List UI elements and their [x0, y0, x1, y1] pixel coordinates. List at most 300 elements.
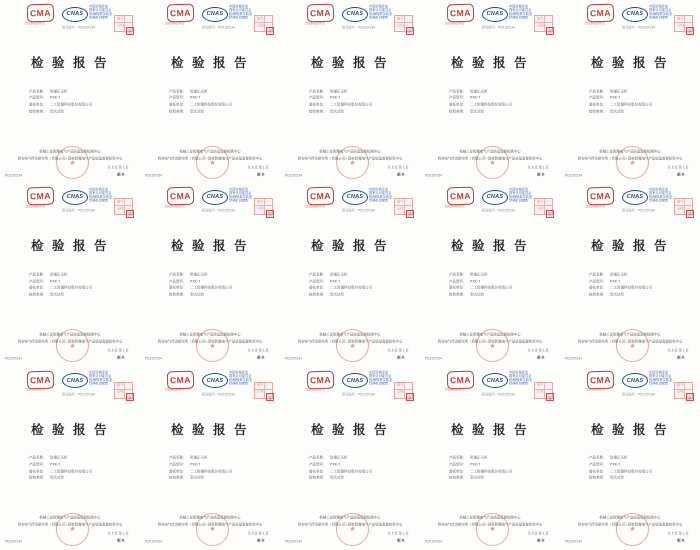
issuing-center-line2: 西安电气传动研究所（有限公司）·国家防爆电气产品质量监督检验中心 [577, 156, 683, 160]
cnas-logo-icon [202, 190, 228, 205]
copy-note: 副 本 [397, 355, 405, 360]
field-value: 防爆正压柜 [470, 456, 488, 460]
issuing-center-line1: 机械工业防爆电气产品质量监督检测中心 [319, 516, 381, 520]
red-seal-char: 章 [268, 213, 272, 217]
report-number: 报告编号：PD2107234 [202, 392, 235, 397]
report-cover-tile [140, 367, 280, 550]
field-value: 型式试验 [50, 476, 64, 480]
red-seal-mark-icon [686, 210, 694, 218]
field-label: 产品型号： [29, 462, 47, 467]
stamp-cell-label: 编号 [676, 199, 683, 204]
cnas-caption-line: 中国合格评定 [648, 187, 668, 192]
report-title: 检 验 报 告 [171, 56, 249, 70]
cnas-caption-line: 中国合格评定 [368, 371, 388, 375]
page-count-note: 共 5 页 第 1 页 [248, 348, 269, 353]
red-seal-char: 章 [128, 29, 132, 33]
seal-star-icon: ★ [69, 342, 76, 350]
cnas-caption-line: CNAS L0855 [368, 382, 388, 386]
field-value: 防爆正压柜 [470, 89, 488, 93]
field-value: 型式试验 [610, 109, 624, 114]
cma-logo-text: CMA [169, 374, 192, 386]
cnas-logo-icon [62, 7, 88, 22]
field-value: 型式试验 [190, 292, 204, 297]
field-label: 检验类别： [29, 109, 47, 114]
cnas-logo-icon [62, 373, 88, 388]
field-value: 型式试验 [190, 476, 204, 480]
field-label: 产品型号： [29, 96, 47, 100]
cnas-caption-line: CNAS L0855 [228, 15, 248, 20]
seal-star-icon: ★ [629, 526, 636, 534]
field-test-category [589, 475, 624, 480]
field-product-model [589, 95, 620, 100]
cma-accreditation-number: 2016002547Z [445, 21, 465, 25]
cnas-caption-line: 中国合格评定 [368, 187, 388, 192]
issuing-center-line1: 机械工业防爆电气产品质量监督检测中心 [459, 516, 521, 520]
red-seal-mark-icon [266, 393, 274, 401]
cma-logo-text: CMA [309, 190, 332, 202]
field-product-name [589, 89, 628, 94]
report-cover-tile [0, 0, 140, 183]
cnas-caption-line: CNAS L0855 [228, 382, 248, 386]
cma-accreditation-number: 2016002547Z [165, 388, 185, 392]
cnas-caption-line: 国家认可委员会 [368, 8, 391, 12]
footer-code: PD2107234 [5, 540, 22, 544]
cnas-caption [89, 188, 112, 203]
field-value: 防爆正压柜 [330, 456, 348, 460]
field-client-company [29, 102, 92, 107]
footer-code: PD2107234 [285, 173, 302, 177]
field-client-company [169, 102, 232, 107]
cnas-logo-text: CNAS [486, 377, 504, 384]
field-label: 产品型号： [589, 462, 607, 467]
field-product-model [589, 279, 620, 284]
seal-star-icon: ★ [489, 159, 496, 167]
field-value: 防爆正压柜 [330, 272, 348, 277]
field-product-model [589, 462, 620, 467]
footer-code: PD2107234 [565, 173, 582, 177]
cnas-caption [509, 188, 532, 203]
cnas-caption-line: 国家认可委员会 [88, 191, 111, 196]
field-test-category [309, 475, 344, 480]
cma-accreditation-number: 2016002547Z [165, 204, 185, 209]
cnas-caption-line: 中国合格评定 [228, 371, 248, 375]
field-value: PXK-T [190, 279, 201, 284]
issuing-center-line1: 机械工业防爆电气产品质量监督检测中心 [319, 332, 381, 337]
field-label: 检验类别： [29, 476, 47, 480]
footer-code: PD2107234 [425, 356, 442, 361]
stamp-cell-label: 日期 [396, 23, 403, 27]
field-client-company [169, 469, 232, 474]
cnas-caption [369, 5, 392, 20]
page-count-note: 共 5 页 第 1 页 [388, 532, 409, 536]
red-seal-char: 章 [128, 396, 132, 400]
field-label: 检验类别： [449, 292, 467, 297]
field-label: 产品型号： [309, 462, 327, 467]
field-product-name [29, 455, 68, 460]
field-label: 产品型号： [309, 96, 327, 100]
cnas-logo-icon [622, 373, 648, 388]
field-value: 二工防爆科技股份有限公司 [470, 469, 512, 474]
field-value: 防爆正压柜 [50, 89, 68, 93]
field-test-category [449, 109, 484, 114]
field-client-company [449, 102, 512, 107]
footer-code: PD2107234 [565, 356, 582, 361]
cma-logo-icon [27, 187, 55, 206]
red-seal-char: 章 [408, 396, 412, 400]
report-title: 检 验 报 告 [451, 56, 529, 70]
cnas-caption-line: CNAS L0855 [368, 198, 388, 203]
cnas-caption [229, 188, 252, 203]
cnas-logo-icon [202, 7, 228, 22]
field-label: 产品型号： [169, 462, 187, 467]
page-count-note: 共 5 页 第 1 页 [668, 532, 689, 536]
red-seal-mark-icon [126, 27, 134, 35]
field-product-name [309, 455, 348, 460]
cma-logo-text: CMA [169, 190, 192, 202]
cma-logo-icon [587, 187, 615, 206]
field-label: 检验类别： [589, 292, 607, 297]
stamp-cell-label: 编号 [256, 383, 263, 387]
cnas-caption-line: 中国合格评定 [88, 4, 108, 8]
field-product-name [169, 272, 208, 277]
field-label: 检验类别： [169, 292, 187, 297]
cma-logo-text: CMA [309, 374, 332, 386]
field-product-model [29, 279, 60, 284]
copy-note: 副 本 [117, 172, 125, 176]
field-client-company [309, 469, 372, 474]
field-label: 委托单位： [169, 469, 187, 474]
field-value: 二工防爆科技股份有限公司 [330, 286, 372, 290]
cnas-caption-line: 中国合格评定 [648, 4, 668, 8]
report-title: 检 验 报 告 [311, 422, 389, 437]
field-value: 二工防爆科技股份有限公司 [330, 469, 372, 474]
field-label: 产品名称： [449, 89, 467, 93]
report-title: 检 验 报 告 [171, 422, 249, 437]
official-round-seal-icon [196, 513, 229, 546]
field-value: 型式试验 [50, 292, 64, 297]
field-value: 二工防爆科技股份有限公司 [330, 102, 372, 107]
field-value: PXK-T [610, 96, 621, 100]
field-label: 产品名称： [589, 89, 607, 93]
issuing-center-line1: 机械工业防爆电气产品质量监督检测中心 [39, 516, 101, 520]
field-client-company [29, 285, 92, 290]
field-label: 产品名称： [169, 456, 187, 460]
red-seal-char: 章 [548, 29, 552, 33]
field-test-category [309, 109, 344, 114]
cnas-logo-icon [202, 373, 228, 388]
field-label: 检验类别： [309, 109, 327, 114]
field-label: 产品型号： [29, 279, 47, 284]
copy-note: 副 本 [397, 539, 405, 543]
cnas-caption-line: 检测/校准实验室 [508, 378, 532, 383]
report-number: 报告编号：PD2107234 [622, 209, 655, 213]
issuing-center-line2: 西安电气传动研究所（有限公司）·国家防爆电气产品质量监督检验中心 [17, 156, 123, 160]
field-test-category [169, 109, 204, 114]
field-client-company [29, 469, 92, 474]
field-value: PXK-T [50, 462, 61, 467]
cnas-caption-line: 检测/校准实验室 [228, 195, 252, 199]
cnas-caption-line: 检测/校准实验室 [368, 378, 392, 383]
cnas-logo-text: CNAS [346, 11, 364, 17]
report-cover-tile [420, 183, 560, 366]
stamp-cell-label: 编号 [536, 383, 543, 387]
field-product-model [309, 279, 340, 284]
field-label: 产品名称： [589, 456, 607, 460]
field-test-category [29, 109, 64, 114]
official-round-seal-icon [336, 513, 369, 546]
cnas-caption-line: 检测/校准实验室 [228, 378, 252, 383]
field-label: 委托单位： [29, 469, 47, 474]
cnas-caption-line: 国家认可委员会 [368, 191, 391, 196]
cnas-logo-icon [482, 190, 508, 205]
field-value: 防爆正压柜 [610, 456, 628, 460]
cnas-logo-text: CNAS [206, 11, 224, 17]
cnas-logo-text: CNAS [66, 194, 84, 201]
field-value: PXK-T [50, 96, 61, 100]
copy-note: 副 本 [537, 172, 545, 176]
field-product-name [29, 272, 68, 277]
field-product-name [169, 455, 208, 460]
cma-logo-text: CMA [169, 7, 192, 19]
field-product-name [309, 272, 348, 277]
copy-note: 副 本 [117, 355, 125, 360]
field-label: 检验类别： [309, 476, 327, 480]
issuing-center-line1: 机械工业防爆电气产品质量监督检测中心 [459, 149, 521, 153]
cma-accreditation-number: 2016002547Z [445, 204, 465, 209]
page-count-note: 共 5 页 第 1 页 [108, 348, 129, 353]
cnas-caption-line: CNAS L0855 [508, 15, 528, 20]
copy-note: 副 本 [537, 355, 545, 360]
field-value: PXK-T [50, 279, 61, 284]
seal-star-icon: ★ [629, 342, 636, 350]
report-number: 报告编号：PD2107234 [482, 26, 515, 30]
cma-logo-text: CMA [449, 190, 472, 202]
field-test-category [589, 292, 624, 297]
stamp-cell-label: 日期 [536, 390, 543, 394]
stamp-cell-label: 编号 [536, 199, 543, 204]
cnas-logo-text: CNAS [346, 194, 364, 201]
cnas-caption-line: 国家认可委员会 [88, 374, 111, 379]
cnas-logo-text: CNAS [486, 194, 504, 201]
field-value: PXK-T [470, 462, 481, 467]
official-round-seal-icon [476, 513, 509, 546]
issuing-center-line2: 西安电气传动研究所（有限公司）·国家防爆电气产品质量监督检验中心 [17, 339, 123, 344]
cma-logo-icon [167, 370, 195, 389]
field-label: 产品型号： [169, 96, 187, 100]
field-value: PXK-T [470, 96, 481, 100]
field-label: 产品名称： [29, 272, 47, 277]
official-round-seal-icon [476, 329, 509, 362]
stamp-cell-label: 编号 [396, 16, 403, 20]
official-round-seal-icon [476, 146, 509, 179]
field-label: 产品名称： [449, 272, 467, 277]
cnas-caption-line: CNAS L0855 [228, 198, 248, 203]
field-label: 委托单位： [309, 286, 327, 290]
cma-logo-icon [307, 370, 335, 389]
field-label: 委托单位： [29, 102, 47, 107]
report-number: 报告编号：PD2107234 [342, 209, 375, 213]
page-count-note: 共 5 页 第 1 页 [528, 532, 549, 536]
stamp-cell-label: 日期 [536, 206, 543, 211]
seal-star-icon: ★ [489, 526, 496, 534]
cnas-caption-line: 国家认可委员会 [648, 191, 671, 196]
field-value: 防爆正压柜 [190, 456, 208, 460]
field-product-name [449, 89, 488, 94]
field-product-name [309, 89, 348, 94]
field-label: 产品名称： [449, 456, 467, 460]
red-seal-char: 章 [688, 396, 692, 400]
field-label: 委托单位： [449, 469, 467, 474]
field-value: 防爆正压柜 [190, 272, 208, 277]
report-title: 检 验 报 告 [31, 422, 109, 437]
cnas-caption-line: 检测/校准实验室 [648, 378, 672, 383]
field-client-company [169, 285, 232, 290]
cnas-caption-line: 检测/校准实验室 [368, 195, 392, 199]
cnas-caption-line: CNAS L0855 [648, 382, 668, 386]
field-label: 产品型号： [589, 96, 607, 100]
field-label: 委托单位： [309, 102, 327, 107]
field-product-model [169, 95, 200, 100]
seal-star-icon: ★ [69, 526, 76, 534]
field-value: 防爆正压柜 [50, 272, 68, 277]
red-seal-mark-icon [406, 210, 414, 218]
field-test-category [309, 292, 344, 297]
stamp-cell-label: 编号 [536, 16, 543, 20]
report-title: 检 验 报 告 [591, 422, 669, 437]
copy-note: 副 本 [397, 172, 405, 176]
cnas-caption [89, 5, 112, 20]
field-value: 防爆正压柜 [190, 89, 208, 93]
red-seal-char: 章 [128, 213, 132, 217]
field-label: 检验类别： [589, 109, 607, 114]
stamp-cell-label: 日期 [116, 206, 123, 211]
field-label: 检验类别： [169, 476, 187, 480]
stamp-cell-label: 日期 [256, 390, 263, 394]
field-label: 委托单位： [589, 286, 607, 290]
seal-star-icon: ★ [629, 159, 636, 167]
stamp-cell-label: 编号 [256, 199, 263, 204]
cnas-caption-line: 检测/校准实验室 [648, 195, 672, 199]
cnas-logo-icon [62, 190, 88, 205]
field-value: 二工防爆科技股份有限公司 [50, 102, 92, 107]
cma-logo-icon [447, 187, 475, 206]
report-number: 报告编号：PD2107234 [62, 392, 95, 397]
official-round-seal-icon [56, 329, 89, 362]
cnas-caption [509, 5, 532, 20]
cma-logo-text: CMA [29, 7, 52, 19]
cma-logo-icon [447, 370, 475, 389]
field-label: 产品型号： [309, 279, 327, 284]
page-count-note: 共 5 页 第 1 页 [668, 165, 689, 169]
field-product-model [309, 462, 340, 467]
report-number: 报告编号：PD2107234 [482, 209, 515, 213]
cnas-caption-line: 检测/校准实验室 [508, 195, 532, 199]
field-label: 产品名称： [309, 272, 327, 277]
official-round-seal-icon [336, 146, 369, 179]
red-seal-mark-icon [686, 393, 694, 401]
official-round-seal-icon [616, 146, 649, 179]
cnas-caption-line: CNAS L0855 [648, 198, 668, 203]
report-cover-tile [560, 367, 700, 550]
stamp-cell-label: 编号 [116, 16, 123, 20]
report-number: 报告编号：PD2107234 [62, 209, 95, 213]
field-label: 委托单位： [589, 469, 607, 474]
field-value: 防爆正压柜 [470, 272, 488, 277]
cnas-logo-text: CNAS [626, 194, 644, 201]
cma-logo-text: CMA [589, 7, 612, 19]
field-value: 防爆正压柜 [50, 456, 68, 460]
issuing-center-line2: 西安电气传动研究所（有限公司）·国家防爆电气产品质量监督检验中心 [577, 339, 683, 344]
seal-star-icon: ★ [349, 342, 356, 350]
cnas-caption [649, 5, 672, 20]
field-label: 产品名称： [169, 272, 187, 277]
field-product-model [169, 462, 200, 467]
cma-accreditation-number: 2016002547Z [585, 204, 605, 209]
stamp-cell-label: 编号 [256, 16, 263, 20]
stamp-cell-label: 日期 [116, 390, 123, 394]
field-label: 产品名称： [29, 89, 47, 93]
cma-logo-icon [307, 4, 335, 23]
issuing-center-line1: 机械工业防爆电气产品质量监督检测中心 [39, 149, 101, 153]
cnas-caption-line: 国家认可委员会 [88, 8, 111, 12]
field-product-model [449, 95, 480, 100]
field-label: 委托单位： [309, 469, 327, 474]
cnas-caption [369, 371, 392, 386]
report-number: 报告编号：PD2107234 [202, 26, 235, 30]
red-seal-mark-icon [266, 27, 274, 35]
cnas-caption-line: 中国合格评定 [228, 187, 248, 192]
cma-accreditation-number: 2016002547Z [305, 204, 325, 209]
red-seal-mark-icon [546, 210, 554, 218]
report-title: 检 验 报 告 [311, 56, 389, 70]
report-number: 报告编号：PD2107234 [622, 392, 655, 397]
red-seal-mark-icon [546, 393, 554, 401]
field-value: PXK-T [330, 279, 341, 284]
red-seal-mark-icon [406, 393, 414, 401]
stamp-cell-label: 日期 [396, 206, 403, 211]
cma-logo-text: CMA [449, 7, 472, 19]
page-count-note: 共 5 页 第 1 页 [108, 165, 129, 169]
footer-code: PD2107234 [425, 540, 442, 544]
issuing-center-line2: 西安电气传动研究所（有限公司）·国家防爆电气产品质量监督检验中心 [297, 156, 403, 160]
stamp-cell-label: 编号 [676, 383, 683, 387]
page-count-note: 共 5 页 第 1 页 [528, 165, 549, 169]
red-seal-char: 章 [408, 29, 412, 33]
footer-code: PD2107234 [5, 173, 22, 177]
field-label: 委托单位： [29, 286, 47, 290]
seal-star-icon: ★ [209, 342, 216, 350]
stamp-cell-label: 日期 [396, 390, 403, 394]
field-value: 型式试验 [330, 292, 344, 297]
field-label: 产品名称： [29, 456, 47, 460]
official-round-seal-icon [56, 146, 89, 179]
cnas-caption-line: 国家认可委员会 [508, 374, 531, 379]
stamp-cell-label: 编号 [396, 199, 403, 204]
red-seal-mark-icon [406, 27, 414, 35]
cnas-caption-line: 国家认可委员会 [228, 191, 251, 196]
field-client-company [309, 102, 372, 107]
seal-star-icon: ★ [349, 526, 356, 534]
field-value: 二工防爆科技股份有限公司 [190, 102, 232, 107]
cnas-caption-line: CNAS L0855 [368, 15, 388, 20]
copy-note: 副 本 [257, 172, 265, 176]
report-title: 检 验 报 告 [591, 239, 669, 254]
field-client-company [309, 285, 372, 290]
field-label: 产品型号： [449, 96, 467, 100]
cma-logo-text: CMA [449, 374, 472, 386]
report-title: 检 验 报 告 [171, 239, 249, 254]
field-value: 型式试验 [470, 292, 484, 297]
